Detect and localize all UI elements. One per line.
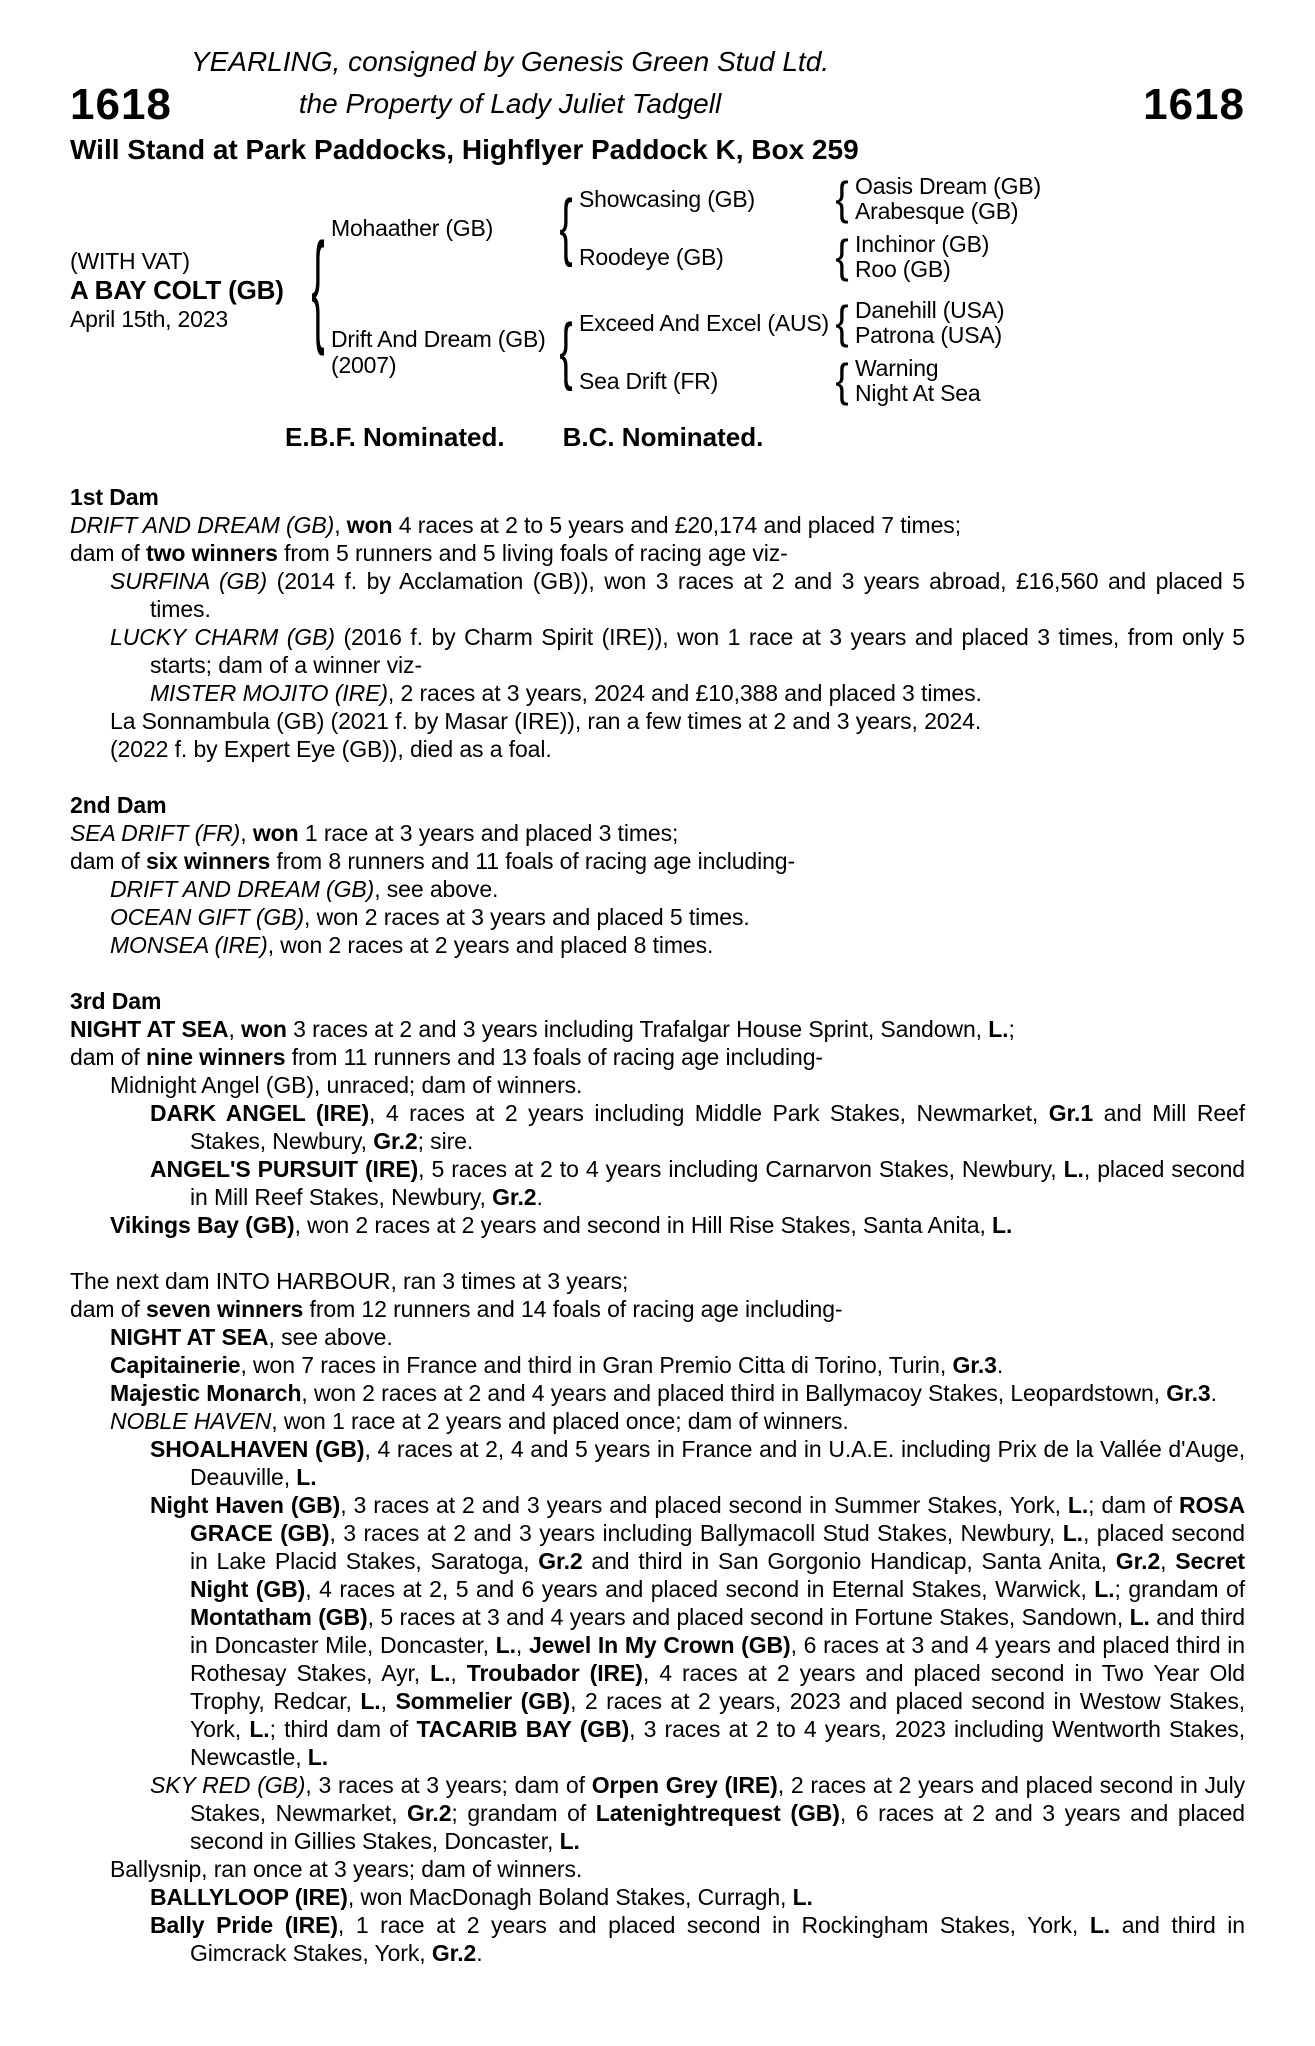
text-segment: L. xyxy=(1129,1604,1150,1630)
text-segment: , won 2 races at 3 years and placed 5 times. xyxy=(304,904,750,930)
pedigree-paragraph xyxy=(70,903,1245,931)
text-segment: and third in San Gorgonio Handicap, Santa Anita, xyxy=(582,1548,1116,1574)
great-granddam-name: Roo (GB) xyxy=(855,256,951,282)
pedigree-paragraph xyxy=(70,1911,1245,1967)
granddam-name: Roodeye (GB) xyxy=(579,244,724,270)
pedigree-paragraph xyxy=(70,1155,1245,1211)
text-segment: , 2 races at 2 years and placed second in July Stakes, Newmarket, xyxy=(190,1772,1245,1826)
text-segment: , placed second in Lake Placid Stakes, Saratoga, xyxy=(190,1520,1245,1574)
text-segment: , won 7 races in France and third in Gran Premio Citta di Torino, Turin, xyxy=(240,1352,953,1378)
pedigree-paragraph xyxy=(70,1295,1245,1323)
text-segment: Ballysnip, ran once at 3 years; dam of winners. xyxy=(110,1856,583,1882)
text-segment: , 1 race at 2 years and placed second in Rockingham Stakes, York, xyxy=(337,1912,1090,1938)
nominations xyxy=(285,422,1245,453)
text-segment: Latenightrequest (GB) xyxy=(595,1800,840,1826)
text-segment: dam of xyxy=(70,540,147,566)
dam-granddam-branch xyxy=(579,356,1004,406)
great-grandsire-name: Danehill (USA) xyxy=(855,297,1005,323)
text-segment: La Sonnambula (GB) (2021 f. by Masar (IRE)), ran a few times at 2 and 3 years, 2024. xyxy=(110,708,982,734)
text-segment: , 6 races at 2 and 3 years and placed second in Gillies Stakes, Doncaster, xyxy=(190,1800,1245,1854)
vat-note: (WITH VAT) xyxy=(70,248,190,274)
pedigree-paragraph xyxy=(70,1071,1245,1099)
pedigree-paragraph xyxy=(70,1323,1245,1351)
text-segment: Secret Night (GB) xyxy=(190,1548,1245,1602)
pedigree-paragraph xyxy=(70,1491,1245,1771)
catalogue-body xyxy=(70,483,1245,1967)
text-segment: , 6 races at 3 and 4 years and placed third in Rothesay Stakes, Ayr, xyxy=(190,1632,1245,1686)
pedigree-paragraph xyxy=(70,1099,1245,1155)
text-segment: , won 2 races at 2 years and second in Hill Rise Stakes, Santa Anita, xyxy=(294,1212,993,1238)
pedigree-paragraph xyxy=(70,931,1245,959)
brace-glyph: { xyxy=(835,297,849,348)
text-segment: Gr.2 xyxy=(431,1940,477,1966)
great-granddam-name: Patrona (USA) xyxy=(855,322,1002,348)
text-segment: BALLYLOOP (IRE) xyxy=(150,1884,348,1910)
text-segment: (2022 f. by Expert Eye (GB)), died as a foal. xyxy=(110,736,552,762)
text-segment: , see above. xyxy=(374,876,499,902)
text-segment: and third in Gimcrack Stakes, York, xyxy=(190,1912,1245,1966)
pedigree-brace-dam xyxy=(553,310,579,392)
text-segment: SEA DRIFT (FR) xyxy=(70,820,241,846)
header xyxy=(70,46,1245,166)
pedigree-section xyxy=(70,483,1245,763)
text-segment: from 11 runners and 13 foals of racing age including- xyxy=(285,1044,823,1070)
text-segment: ; dam of xyxy=(1088,1492,1179,1518)
text-segment: L. xyxy=(360,1688,381,1714)
text-segment: , 4 races at 2 years including Middle Park Stakes, Newmarket, xyxy=(369,1100,1049,1126)
pedigree-paragraph xyxy=(70,1771,1245,1855)
text-segment: dam of xyxy=(70,848,147,874)
foaling-date: April 15th, 2023 xyxy=(70,306,228,332)
text-segment: , xyxy=(334,512,347,538)
text-segment: Bally Pride (IRE) xyxy=(150,1912,338,1938)
pedigree-brace-main xyxy=(305,220,331,357)
text-segment: six winners xyxy=(146,848,271,874)
great-grandsire-name: Oasis Dream (GB) xyxy=(855,173,1041,199)
pedigree-paragraph xyxy=(70,511,1245,539)
granddam-name: Sea Drift (FR) xyxy=(579,368,719,394)
consignor-line: YEARLING, consigned by Genesis Green Stud Ltd. xyxy=(190,46,830,77)
pedigree-brace xyxy=(829,297,855,348)
brace-glyph: { xyxy=(835,355,849,406)
text-segment: , 2 races at 3 years, 2024 and £10,388 and placed 3 times. xyxy=(387,680,982,706)
pedigree-paragraph xyxy=(70,539,1245,567)
dam-name-block xyxy=(331,326,553,378)
text-segment: won xyxy=(252,820,299,846)
pedigree-paragraph xyxy=(70,1043,1245,1071)
text-segment: ; sire. xyxy=(417,1128,474,1154)
pedigree-paragraph xyxy=(70,735,1245,763)
text-segment: ; third dam of xyxy=(269,1716,417,1742)
section-heading: 3rd Dam xyxy=(70,988,162,1014)
pedigree-paragraph xyxy=(70,1211,1245,1239)
pedigree-paragraph xyxy=(70,1351,1245,1379)
text-segment: DRIFT AND DREAM (GB) xyxy=(110,876,375,902)
text-segment: NIGHT AT SEA xyxy=(110,1324,269,1350)
pedigree-paragraph xyxy=(70,567,1245,623)
text-segment: L. xyxy=(792,1884,813,1910)
pedigree-paragraph xyxy=(70,1435,1245,1491)
pedigree-paragraph xyxy=(70,623,1245,679)
grandsire-name: Showcasing (GB) xyxy=(579,186,755,212)
sire-name: Mohaather (GB) xyxy=(331,215,494,241)
great-granddam-name: Night At Sea xyxy=(855,380,981,406)
text-segment: from 12 runners and 14 foals of racing age including- xyxy=(303,1296,843,1322)
text-segment: DARK ANGEL (IRE) xyxy=(150,1100,370,1126)
great-granddam-name: Arabesque (GB) xyxy=(855,198,1019,224)
text-segment: L. xyxy=(992,1212,1013,1238)
text-segment: Majestic Monarch xyxy=(110,1380,302,1406)
text-segment: Gr.2 xyxy=(407,1800,452,1826)
text-segment: L. xyxy=(1067,1492,1089,1518)
text-segment: Sommelier (GB) xyxy=(395,1688,571,1714)
text-segment: , xyxy=(1160,1548,1176,1574)
section-heading: 1st Dam xyxy=(70,484,159,510)
text-segment: , xyxy=(380,1688,396,1714)
lot-number-right: 1618 xyxy=(1143,80,1245,129)
text-segment: two winners xyxy=(146,540,278,566)
section-heading: 2nd Dam xyxy=(70,792,167,818)
text-segment: , 4 races at 2, 5 and 6 years and placed second in Eternal Stakes, Warwick, xyxy=(305,1576,1095,1602)
text-segment: 1 race at 3 years and placed 3 times; xyxy=(298,820,679,846)
text-segment: won xyxy=(346,512,393,538)
text-segment: from 8 runners and 11 foals of racing age including- xyxy=(270,848,796,874)
text-segment: seven winners xyxy=(146,1296,304,1322)
pedigree-generations xyxy=(331,174,1041,406)
text-segment: dam of xyxy=(70,1296,147,1322)
text-segment: . xyxy=(536,1184,543,1210)
pedigree-paragraph xyxy=(70,1015,1245,1043)
colt-info xyxy=(70,247,305,333)
text-segment: L. xyxy=(1063,1156,1084,1182)
text-segment: dam of xyxy=(70,1044,147,1070)
text-segment: Gr.2 xyxy=(1115,1548,1161,1574)
text-segment: Gr.3 xyxy=(952,1352,997,1378)
brace-glyph: { xyxy=(559,310,573,392)
sire-branch xyxy=(331,174,1041,282)
text-segment: , 3 races at 2 and 3 years including Ballymacoll Stud Stakes, Newbury, xyxy=(329,1520,1063,1546)
text-segment: SURFINA (GB) xyxy=(110,568,268,594)
text-segment: Capitainerie xyxy=(110,1352,241,1378)
pedigree-paragraph xyxy=(70,875,1245,903)
brace-glyph: { xyxy=(559,186,573,268)
dam-year: (2007) xyxy=(331,352,397,378)
brace-glyph: { xyxy=(835,173,849,224)
text-segment: Gr.2 xyxy=(492,1184,537,1210)
text-segment: SHOALHAVEN (GB) xyxy=(150,1436,365,1462)
text-segment: NIGHT AT SEA xyxy=(70,1016,229,1042)
bc-nominated-label: B.C. Nominated. xyxy=(562,422,764,452)
text-segment: , 4 races at 2 years and placed second in Two Year Old Trophy, Redcar, xyxy=(190,1660,1245,1714)
text-segment: L. xyxy=(1089,1912,1111,1938)
text-segment: Troubador (IRE) xyxy=(466,1660,643,1686)
text-segment: L. xyxy=(559,1828,580,1854)
text-segment: Gr.2 xyxy=(538,1548,583,1574)
text-segment: from 5 runners and 5 living foals of racing age viz- xyxy=(277,540,788,566)
pedigree-section xyxy=(70,1267,1245,1967)
pedigree-paragraph xyxy=(70,679,1245,707)
text-segment: Gr.2 xyxy=(373,1128,418,1154)
text-segment: , won 2 races at 2 years and placed 8 times. xyxy=(267,932,714,958)
pedigree-paragraph xyxy=(70,1267,1245,1295)
colt-description: A BAY COLT (GB) xyxy=(70,275,284,305)
text-segment: L. xyxy=(495,1632,516,1658)
text-segment: , xyxy=(240,820,253,846)
text-segment: ; xyxy=(1008,1016,1015,1042)
text-segment: Gr.3 xyxy=(1166,1380,1211,1406)
text-segment: (2014 f. by Acclamation (GB)), won 3 races at 2 and 3 years abroad, £16,560 and placed 5 times. xyxy=(150,568,1245,622)
stand-location-line: Will Stand at Park Paddocks, Highflyer Paddock K, Box 259 xyxy=(70,134,859,165)
lot-number-left: 1618 xyxy=(70,80,172,129)
catalogue-page xyxy=(0,46,1315,2046)
text-segment: . xyxy=(1210,1380,1217,1406)
pedigree-paragraph xyxy=(70,847,1245,875)
pedigree-brace xyxy=(829,231,855,282)
text-segment: L. xyxy=(1062,1520,1083,1546)
dam-branch xyxy=(331,298,1041,406)
pedigree-section xyxy=(70,791,1245,959)
text-segment: Jewel In My Crown (GB) xyxy=(528,1632,791,1658)
text-segment: , won 2 races at 2 and 4 years and placed third in Ballymacoy Stakes, Leopardstown, xyxy=(301,1380,1167,1406)
text-segment: , xyxy=(515,1632,529,1658)
text-segment: . xyxy=(996,1352,1004,1378)
text-segment: ROSA GRACE (GB) xyxy=(190,1492,1245,1546)
sire-grandsire-branch xyxy=(579,174,1041,224)
text-segment: L. xyxy=(1094,1576,1115,1602)
dam-name: Drift And Dream (GB) xyxy=(331,326,546,352)
grandsire-name: Exceed And Excel (AUS) xyxy=(579,310,829,336)
text-segment: ; grandam of xyxy=(1114,1576,1246,1602)
pedigree-brace xyxy=(829,173,855,224)
text-segment: , see above. xyxy=(268,1324,393,1350)
pedigree-paragraph xyxy=(70,1883,1245,1911)
text-segment: NOBLE HAVEN xyxy=(110,1408,272,1434)
pedigree-brace xyxy=(829,355,855,406)
text-segment: The next dam INTO HARBOUR, ran 3 times at 3 years; xyxy=(70,1268,629,1294)
text-segment: DRIFT AND DREAM (GB) xyxy=(70,512,335,538)
dam-grandsire-branch xyxy=(579,298,1004,348)
text-segment: , 5 races at 2 to 4 years including Carnarvon Stakes, Newbury, xyxy=(418,1156,1064,1182)
pedigree-brace-sire xyxy=(553,186,579,268)
text-segment: , 3 races at 2 and 3 years and placed second in Summer Stakes, York, xyxy=(340,1492,1068,1518)
pedigree-paragraph xyxy=(70,1855,1245,1883)
text-segment: OCEAN GIFT (GB) xyxy=(110,904,305,930)
text-segment: MISTER MOJITO (IRE) xyxy=(150,680,388,706)
pedigree-section xyxy=(70,987,1245,1239)
text-segment: 3 races at 2 and 3 years including Trafalgar House Sprint, Sandown, xyxy=(286,1016,989,1042)
text-segment: Gr.1 xyxy=(1048,1100,1094,1126)
text-segment: and third in Doncaster Mile, Doncaster, xyxy=(190,1604,1245,1658)
text-segment: Vikings Bay (GB) xyxy=(110,1212,295,1238)
text-segment: TACARIB BAY (GB) xyxy=(416,1716,630,1742)
text-segment: , 4 races at 2, 4 and 5 years in France and in U.A.E. including Prix de la Vallée d'Auge, Deauville, xyxy=(190,1436,1246,1490)
text-segment: Midnight Angel (GB), unraced; dam of winners. xyxy=(110,1072,583,1098)
brace-glyph: { xyxy=(311,220,325,357)
text-segment: Orpen Grey (IRE) xyxy=(591,1772,778,1798)
sire-granddam-branch xyxy=(579,232,1041,282)
great-grandsire-name: Warning xyxy=(855,355,939,381)
text-segment: L. xyxy=(988,1016,1009,1042)
text-segment: L. xyxy=(249,1716,270,1742)
text-segment: SKY RED (GB) xyxy=(150,1772,306,1798)
text-segment: L. xyxy=(307,1744,329,1770)
text-segment: and Mill Reef Stakes, Newbury, xyxy=(190,1100,1246,1154)
text-segment: LUCKY CHARM (GB) xyxy=(110,624,335,650)
text-segment: nine winners xyxy=(146,1044,286,1070)
brace-glyph: { xyxy=(835,231,849,282)
text-segment: L. xyxy=(296,1464,317,1490)
ebf-nominated-label: E.B.F. Nominated. xyxy=(285,422,505,452)
great-grandsire-name: Inchinor (GB) xyxy=(855,231,990,257)
pedigree-paragraph xyxy=(70,707,1245,735)
text-segment: won xyxy=(241,1016,287,1042)
pedigree-paragraph xyxy=(70,1407,1245,1435)
text-segment: Montatham (GB) xyxy=(190,1604,368,1630)
text-segment: , won MacDonagh Boland Stakes, Curragh, xyxy=(347,1884,793,1910)
text-segment: , 3 races at 2 to 4 years, 2023 including Wentworth Stakes, Newcastle, xyxy=(190,1716,1245,1770)
text-segment: (2016 f. by Charm Spirit (IRE)), won 1 race at 3 years and placed 3 times, from only 5 starts; dam of a winner viz- xyxy=(150,624,1245,678)
text-segment: 4 races at 2 to 5 years and £20,174 and placed 7 times; xyxy=(392,512,961,538)
property-line: the Property of Lady Juliet Tadgell xyxy=(298,88,722,119)
text-segment: MONSEA (IRE) xyxy=(110,932,268,958)
text-segment: Night Haven (GB) xyxy=(150,1492,341,1518)
text-segment: , xyxy=(228,1016,242,1042)
text-segment: . xyxy=(476,1940,483,1966)
text-segment: , xyxy=(450,1660,467,1686)
pedigree-paragraph xyxy=(70,819,1245,847)
text-segment: , 3 races at 3 years; dam of xyxy=(305,1772,592,1798)
text-segment: , 2 races at 2 years, 2023 and placed second in Westow Stakes, York, xyxy=(190,1688,1246,1742)
text-segment: L. xyxy=(430,1660,451,1686)
pedigree-table xyxy=(70,174,1245,406)
text-segment: ; grandam of xyxy=(451,1800,596,1826)
text-segment: , placed second in Mill Reef Stakes, Newbury, xyxy=(190,1156,1245,1210)
text-segment: ANGEL'S PURSUIT (IRE) xyxy=(150,1156,419,1182)
text-segment: , 5 races at 3 and 4 years and placed second in Fortune Stakes, Sandown, xyxy=(367,1604,1130,1630)
pedigree-paragraph xyxy=(70,1379,1245,1407)
text-segment: , won 1 race at 2 years and placed once; dam of winners. xyxy=(271,1408,849,1434)
